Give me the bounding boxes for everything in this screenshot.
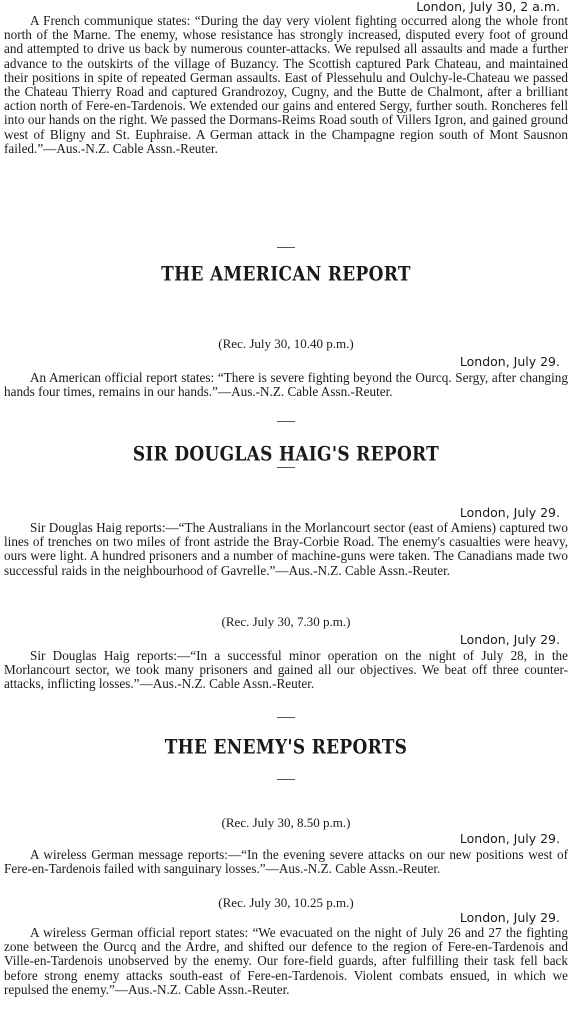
received-timestamp: (Rec. July 30, 10.25 p.m.) (218, 895, 354, 910)
article-paragraph: Sir Douglas Haig reports:—“The Australians in the Morlancourt sector (east of Amiens) captured two lines of trenches on two miles of front astride the Bray-Corbie Road. The enemy's casualties were heavy, ours were light. A hundred prisoners and a number of machine-guns were taken. The Canadians made two successful raids in the neighbourhood of Gavrelle.”—Aus.-N.Z. Cable Assn.-Reuter. (4, 520, 568, 578)
dateline: London, July 29. (459, 354, 560, 369)
dateline: London, July 29. (459, 831, 560, 846)
dateline: London, July 29. (459, 910, 560, 925)
divider-rule (277, 467, 295, 468)
dateline: London, July 29. (459, 632, 560, 647)
divider-rule (277, 247, 295, 248)
article-paragraph: A wireless German message reports:—“In the evening severe attacks on our new positions west of Fere-en-Tardenois failed with sanguinary losses.”—Aus.-N.Z. Cable Assn.-Reuter. (4, 847, 568, 877)
divider-rule (277, 717, 295, 718)
section-heading: THE AMERICAN REPORT (161, 263, 411, 287)
article-paragraph: A French communique states: “During the day very violent fighting occurred along the whole front north of the Marne. The enemy, whose resistance has strongly increased, disputed every foot of ground and attempted to drive us back by numerous counter-attacks. We repulsed all assaults and made a further advance to the outskirts of the village of Buzancy. The Scottish captured Park Chateau, and maintained their positions in spite of repeated German assaults. East of Plessehulu and Oulchy-le-Chateau we passed the Chateau Thierry Road and captured Grandrozoy, Cugny, and the Butte de Chalmont, after a brilliant action north of Fere-en-Tardenois. We extended our gains and entered Sergy, further south. Roncheres fell into our hands on the right. We passed the Dormans-Reims Road south of Villers Igron, and gained ground west of Bligny and St. Euphraise. A German attack in the Champagne region south of Mont Sausnon failed.”—Aus.-N.Z. Cable Assn.-Reuter. (4, 13, 568, 156)
divider-rule (277, 421, 295, 422)
section-heading: THE ENEMY'S REPORTS (164, 736, 408, 760)
divider-rule (277, 779, 295, 780)
article-paragraph: Sir Douglas Haig reports:—“In a successful minor operation on the night of July 28, in the Morlancourt sector, we took many prisoners and gained all our objectives. We beat off three counter-attacks, inflicting losses.”—Aus.-N.Z. Cable Assn.-Reuter. (4, 648, 568, 692)
received-timestamp: (Rec. July 30, 8.50 p.m.) (221, 815, 351, 830)
dateline: London, July 30, 2 a.m. (416, 0, 560, 14)
dateline: London, July 29. (459, 505, 560, 520)
section-heading: SIR DOUGLAS HAIG'S REPORT (132, 443, 440, 467)
received-timestamp: (Rec. July 30, 7.30 p.m.) (221, 614, 351, 629)
article-paragraph: An American official report states: “There is severe fighting beyond the Ourcq. Sergy, after changing hands four times, remains in our hands.”—Aus.-N.Z. Cable Assn.-Reuter. (4, 370, 568, 400)
article-paragraph: A wireless German official report states: “We evacuated on the night of July 26 and 27 the fighting zone between the Ourcq and the Ardre, and shifted our defence to the region of Fere-en-Tardenois and Ville-en-Tardenois unobserved by the enemy. Our fore-field guards, after fulfilling their task fell back before strong enemy attacks south-east of Fere-en-Tardenois. Violent combats ensued, in which we repulsed the enemy.”—Aus.-N.Z. Cable Assn.-Reuter. (4, 925, 568, 997)
received-timestamp: (Rec. July 30, 10.40 p.m.) (218, 336, 354, 351)
